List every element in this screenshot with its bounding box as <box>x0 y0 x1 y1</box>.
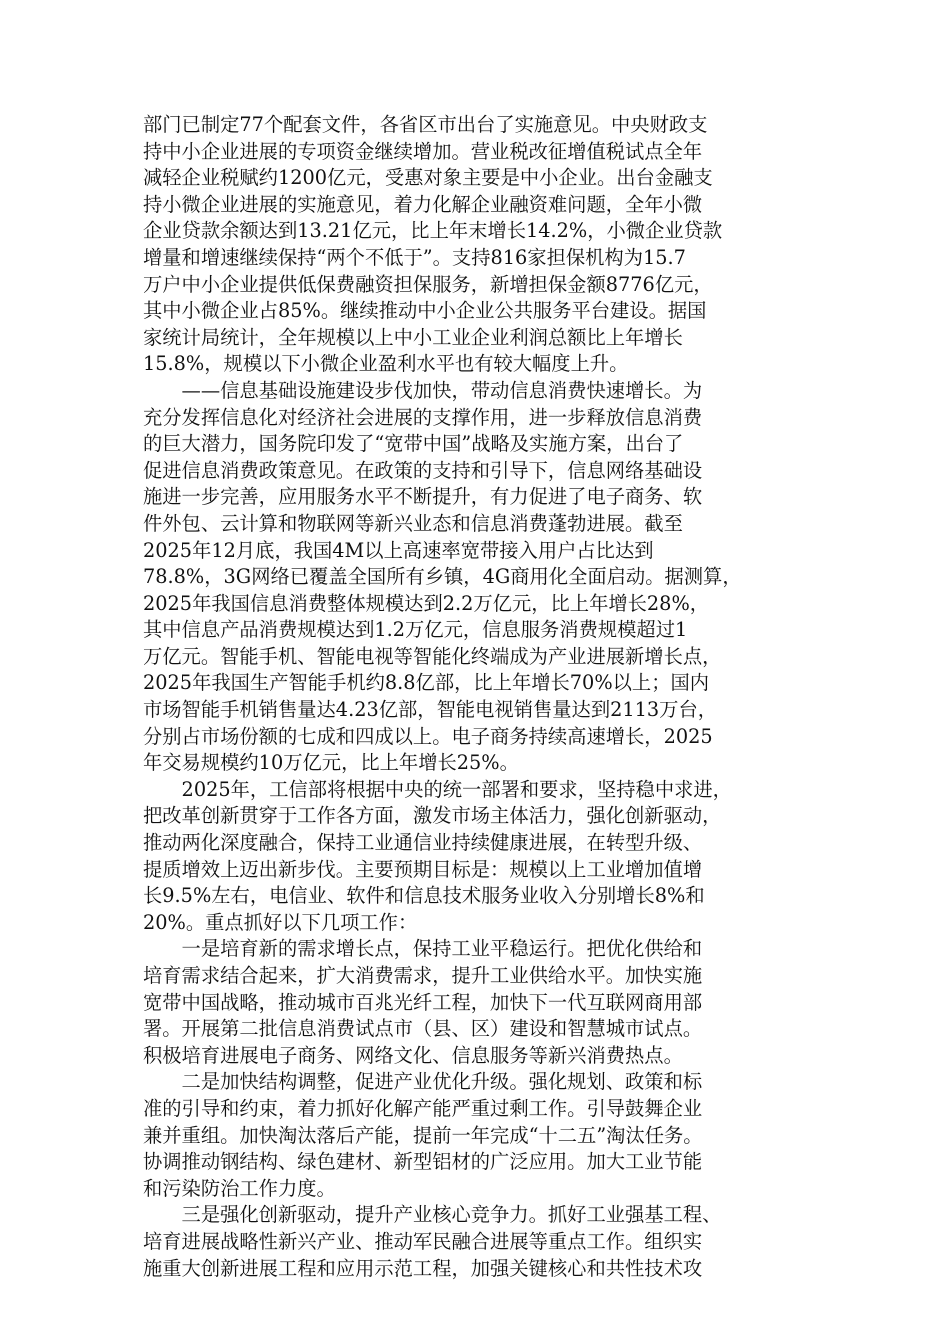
text-line: 三是强化创新驱动，提升产业核心竞争力。抓好工业强基工程、 <box>143 1203 722 1227</box>
text-line: 家统计局统计，全年规模以上中小工业企业利润总额比上年增长 <box>143 325 683 349</box>
text-line: 积极培育进展电子商务、网络文化、信息服务等新兴消费热点。 <box>143 1043 683 1067</box>
text-line: 持小微企业进展的实施意见，着力化解企业融资难问题，全年小微 <box>143 192 703 216</box>
text-line: 减轻企业税赋约1200亿元，受惠对象主要是中小企业。出台金融支 <box>143 166 713 190</box>
text-line: 2025年12月底，我国4M以上高速率宽带接入用户占比达到 <box>143 538 654 562</box>
text-line: 提质增效上迈出新步伐。主要预期目标是：规模以上工业增加值增 <box>143 857 703 881</box>
text-line: 增量和增速继续保持“两个不低于”。支持816家担保机构为15.7 <box>143 245 686 269</box>
text-line: ——信息基础设施建设步伐加快，带动信息消费快速增长。为 <box>143 378 703 402</box>
text-line: 78.8%，3G网络已覆盖全国所有乡镇，4G商用化全面启动。据测算， <box>143 565 742 589</box>
text-line: 2025年，工信部将根据中央的统一部署和要求，坚持稳中求进， <box>143 777 732 801</box>
text-line: 企业贷款余额达到13.21亿元，比上年末增长14.2%，小微企业贷款 <box>143 219 723 243</box>
text-line: 部门已制定77个配套文件，各省区市出台了实施意见。中央财政支 <box>143 113 708 136</box>
text-line: 施重大创新进展工程和应用示范工程，加强关键核心和共性技术攻 <box>143 1256 703 1280</box>
text-line: 长9.5%左右，电信业、软件和信息技术服务业收入分别增长8%和 <box>143 884 705 908</box>
text-line: 充分发挥信息化对经济社会进展的支撑作用，进一步释放信息消费 <box>143 405 703 429</box>
document-body <box>143 112 843 1282</box>
text-line: 兼并重组。加快淘汰落后产能，提前一年完成“十二五”淘汰任务。 <box>143 1123 703 1147</box>
text-line: 培育需求结合起来，扩大消费需求，提升工业供给水平。加快实施 <box>143 964 703 987</box>
text-line: 一是培育新的需求增长点，保持工业平稳运行。把优化供给和 <box>143 937 703 961</box>
text-line: 持中小企业进展的专项资金继续增加。营业税改征增值税试点全年 <box>143 139 703 163</box>
text-line: 市场智能手机销售量达4.23亿部，智能电视销售量达到2113万台， <box>143 698 718 722</box>
text-line: 和污染防治工作力度。 <box>143 1176 336 1200</box>
text-line: 把改革创新贯穿于工作各方面，激发市场主体活力，强化创新驱动， <box>143 804 722 828</box>
text-line: 准的引导和约束，着力抓好化解产能严重过剩工作。引导鼓舞企业 <box>143 1096 703 1120</box>
text-line: 的巨大潜力，国务院印发了“宽带中国”战略及实施方案，出台了 <box>143 432 684 456</box>
text-line: 分别占市场份额的七成和四成以上。电子商务持续高速增长，2025 <box>143 724 713 748</box>
text-line: 20%。重点抓好以下几项工作： <box>143 910 418 934</box>
text-line: 2025年我国生产智能手机约8.8亿部，比上年增长70%以上；国内 <box>143 671 710 695</box>
text-line: 万亿元。智能手机、智能电视等智能化终端成为产业进展新增长点， <box>143 644 722 668</box>
text-line: 施进一步完善，应用服务水平不断提升，有力促进了电子商务、软 <box>143 485 703 509</box>
text-line: 年交易规模约10万亿元，比上年增长25%。 <box>143 751 519 775</box>
text-line: 万户中小企业提供低保费融资担保服务，新增担保金额8776亿元， <box>143 272 713 296</box>
text-line: 二是加快结构调整，促进产业优化升级。强化规划、政策和标 <box>143 1070 703 1094</box>
text-line: 推动两化深度融合，保持工业通信业持续健康进展，在转型升级、 <box>143 831 703 855</box>
text-line: 件外包、云计算和物联网等新兴业态和信息消费蓬勃进展。截至 <box>143 511 683 535</box>
text-line: 协调推动钢结构、绿色建材、新型铝材的广泛应用。加大工业节能 <box>143 1150 703 1174</box>
text-line: 促进信息消费政策意见。在政策的支持和引导下，信息网络基础设 <box>143 458 703 482</box>
text-line: 其中信息产品消费规模达到1.2万亿元，信息服务消费规模超过1 <box>143 618 688 642</box>
text-line: 宽带中国战略，推动城市百兆光纤工程，加快下一代互联网商用部 <box>143 990 703 1014</box>
text-line: 2025年我国信息消费整体规模达到2.2万亿元，比上年增长28%， <box>143 591 710 615</box>
text-line: 署。开展第二批信息消费试点市（县、区）建设和智慧城市试点。 <box>143 1017 703 1041</box>
text-line: 15.8%，规模以下小微企业盈利水平也有较大幅度上升。 <box>143 352 629 376</box>
text-line: 培育进展战略性新兴产业、推动军民融合进展等重点工作。组织实 <box>143 1229 703 1253</box>
text-line: 其中小微企业占85%。继续推动中小企业公共服务平台建设。据国 <box>143 299 707 323</box>
